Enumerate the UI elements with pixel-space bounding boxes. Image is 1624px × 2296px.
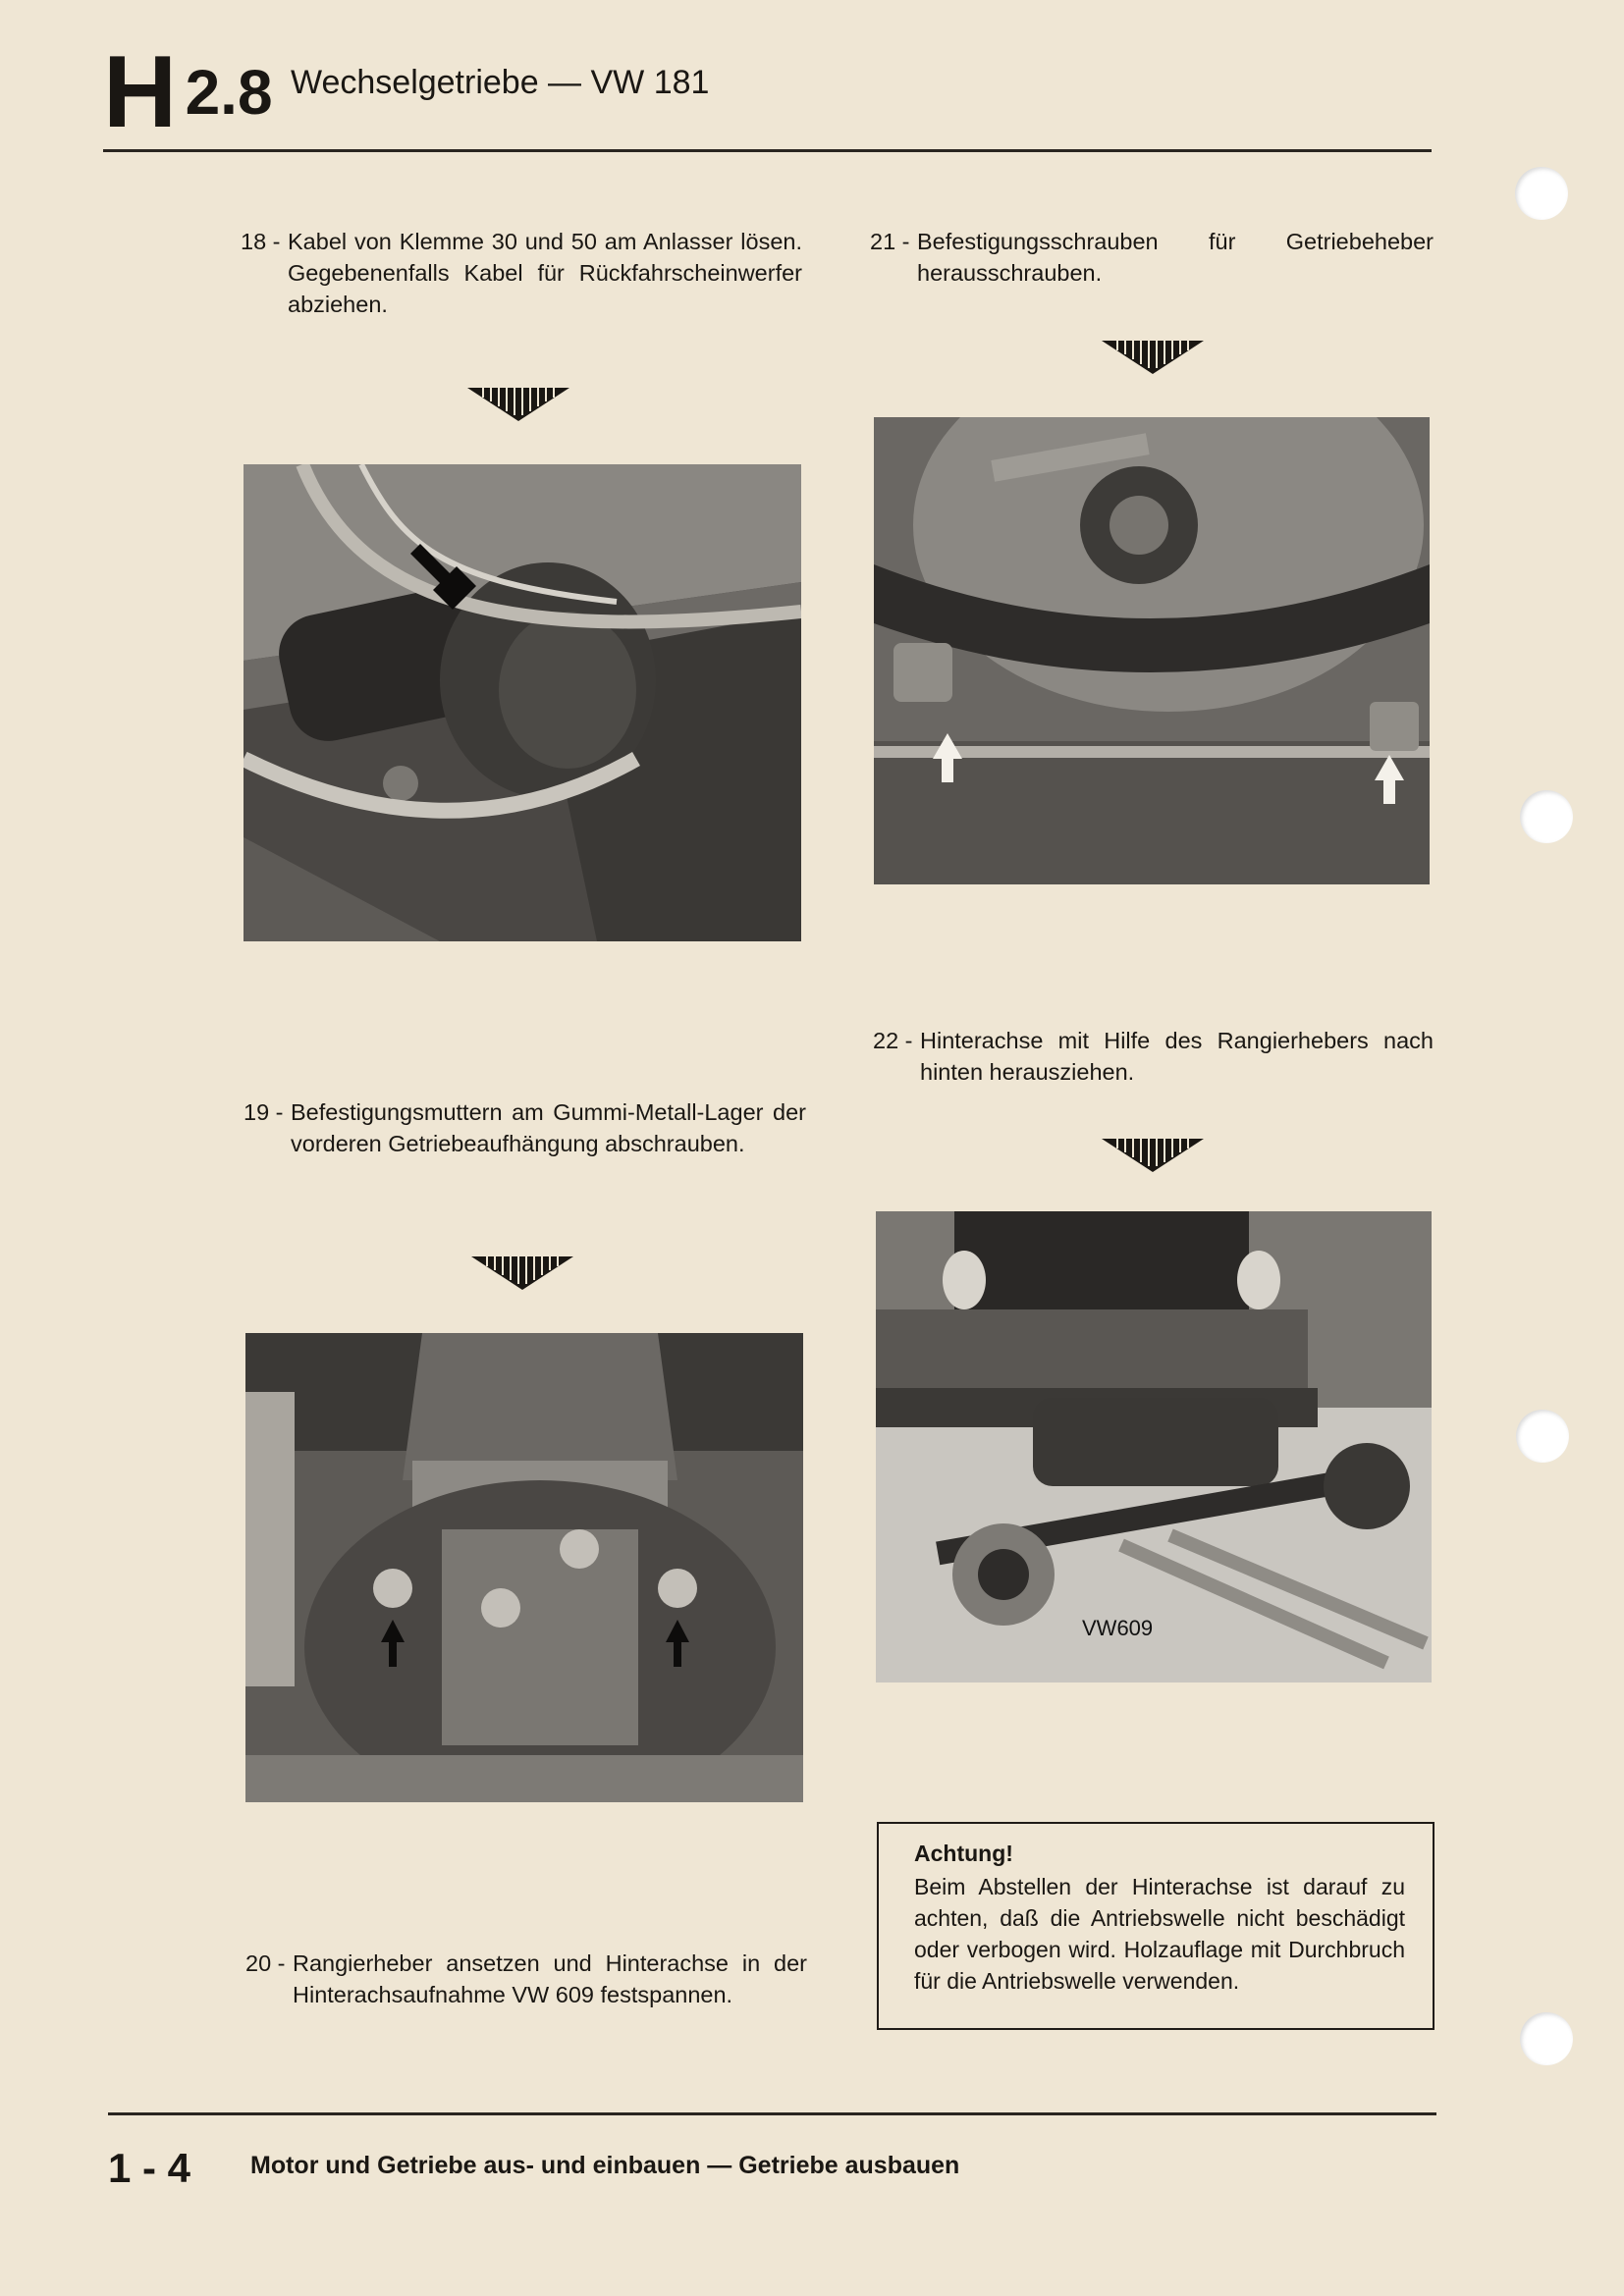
step-text: Befestigungsmuttern am Gummi-Metall-Lager der vorderen Getriebeaufhängung abschrauben. [291,1099,806,1156]
section-number: 2.8 [185,57,273,128]
step-text: Kabel von Klemme 30 und 50 am Anlasser lösen. Gegebenenfalls Kabel für Rückfahrscheinwerfer abziehen. [288,229,802,317]
page-number: 1 - 4 [108,2145,191,2191]
binder-hole [1515,167,1568,220]
binder-hole [1520,2012,1573,2065]
caution-title: Achtung! [914,1841,1013,1866]
down-arrow-icon [471,1256,573,1290]
footer-title: Motor und Getriebe aus- und einbauen — Getriebe ausbauen [250,2152,960,2179]
down-arrow-icon [1102,341,1204,374]
step-number: 18 - [241,229,281,254]
photo-starter-cables [244,464,801,941]
step-number: 22 - [873,1028,913,1053]
step-19 [244,1096,806,1159]
step-18 [241,226,802,320]
binder-hole [1516,1410,1569,1463]
photo-rear-axle-removal [876,1211,1432,1682]
photo-rubber-metal-mount [245,1333,803,1802]
step-text: Rangierheber ansetzen und Hinterachse in der Hinterachsaufnahme VW 609 festspannen. [293,1950,807,2007]
chapter-letter: H [103,35,176,149]
caution-box [877,1822,1435,2030]
step-text: Befestigungsschrauben für Getriebeheber herausschrauben. [917,229,1434,286]
step-20 [245,1948,807,2010]
step-22 [873,1025,1434,1088]
page-title: Wechselgetriebe — VW 181 [290,64,710,101]
caution-text: Beim Abstellen der Hinterachse ist darauf zu achten, daß die Antriebswelle nicht beschädigt oder verbogen wird. Holzauflage mit Durchbruch für die Antriebswelle verwenden. [914,1874,1405,1994]
tool-label: VW609 [1082,1616,1154,1640]
step-number: 21 - [870,229,910,254]
step-number: 20 - [245,1950,286,1976]
step-21 [870,226,1434,289]
step-number: 19 - [244,1099,284,1125]
footer-rule [108,2112,1436,2115]
down-arrow-icon [467,388,569,421]
header-rule [103,149,1432,152]
page-header [103,35,710,149]
photo-transmission-mount [874,417,1430,884]
down-arrow-icon [1102,1139,1204,1172]
step-text: Hinterachse mit Hilfe des Rangierhebers nach hinten herausziehen. [920,1028,1434,1085]
binder-hole [1520,790,1573,843]
